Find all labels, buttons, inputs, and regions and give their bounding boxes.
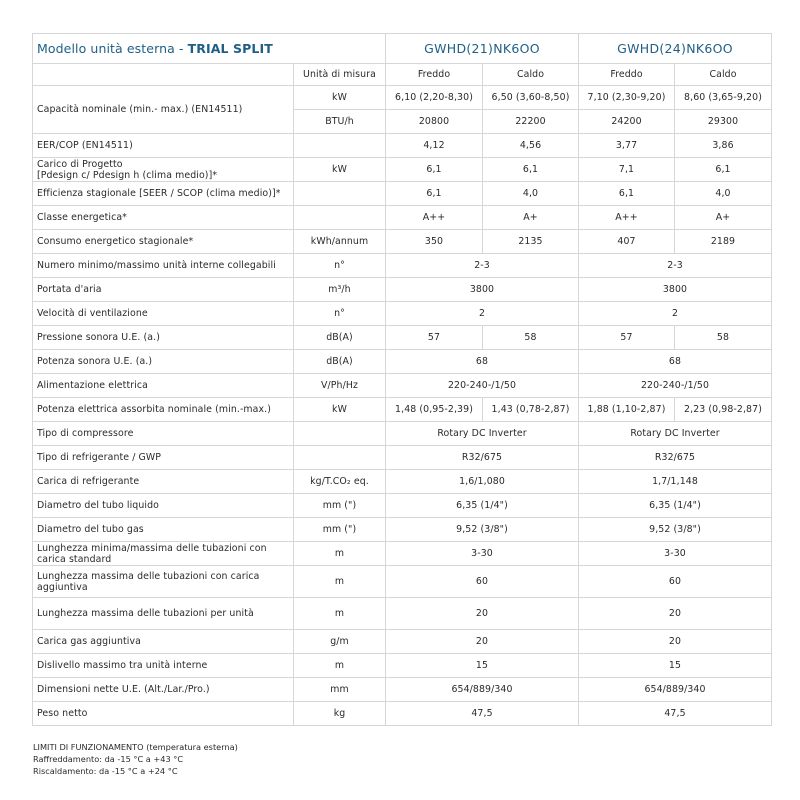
- value-cell: 20800: [386, 110, 483, 134]
- table-row: [33, 630, 772, 654]
- row-label: Dimensioni nette U.E. (Alt./Lar./Pro.): [33, 678, 294, 702]
- row-label: Numero minimo/massimo unità interne collegabili: [33, 254, 294, 278]
- value-cell: 1,43 (0,78-2,87): [483, 398, 579, 422]
- unit-cell: kg/T.CO₂ eq.: [294, 470, 386, 494]
- value-cell: 15: [579, 654, 772, 678]
- value-cell: 8,60 (3,65-9,20): [675, 86, 772, 110]
- table-row: [33, 470, 772, 494]
- unit-cell: [294, 422, 386, 446]
- row-label: Tipo di compressore: [33, 422, 294, 446]
- unit-cell: kW: [294, 86, 386, 110]
- value-cell: 6,1: [386, 182, 483, 206]
- unit-cell: [294, 182, 386, 206]
- value-cell: Rotary DC Inverter: [579, 422, 772, 446]
- value-cell: 654/889/340: [386, 678, 579, 702]
- unit-cell: kWh/annum: [294, 230, 386, 254]
- value-cell: 3800: [579, 278, 772, 302]
- value-cell: A+: [675, 206, 772, 230]
- table-row: [33, 158, 772, 182]
- value-cell: 1,7/1,148: [579, 470, 772, 494]
- mode-header-freddo: Freddo: [386, 64, 483, 86]
- table-title-prefix: Modello unità esterna -: [37, 41, 188, 56]
- value-cell: Rotary DC Inverter: [386, 422, 579, 446]
- notes-cooling: Raffreddamento: da -15 °C a +43 °C: [33, 754, 184, 764]
- spec-table-body: [33, 34, 772, 726]
- value-cell: 20: [579, 630, 772, 654]
- value-cell: R32/675: [579, 446, 772, 470]
- subheader-row: [33, 64, 772, 86]
- unit-cell: dB(A): [294, 326, 386, 350]
- mode-header-caldo: Caldo: [483, 64, 579, 86]
- value-cell: 220-240-/1/50: [386, 374, 579, 398]
- value-cell: 6,1: [386, 158, 483, 182]
- value-cell: 3,77: [579, 134, 675, 158]
- model-2-header: GWHD(24)NK6OO: [579, 34, 772, 64]
- value-cell: A++: [386, 206, 483, 230]
- table-row: [33, 230, 772, 254]
- value-cell: 29300: [675, 110, 772, 134]
- row-label: Carica gas aggiuntiva: [33, 630, 294, 654]
- row-label: Diametro del tubo liquido: [33, 494, 294, 518]
- value-cell: 6,35 (1/4"): [386, 494, 579, 518]
- value-cell: 58: [675, 326, 772, 350]
- value-cell: 7,10 (2,30-9,20): [579, 86, 675, 110]
- value-cell: 350: [386, 230, 483, 254]
- unit-cell: kg: [294, 702, 386, 726]
- row-label: Efficienza stagionale [SEER / SCOP (clima medio)]*: [33, 182, 294, 206]
- table-row: [33, 678, 772, 702]
- row-label: Diametro del tubo gas: [33, 518, 294, 542]
- row-label: Dislivello massimo tra unità interne: [33, 654, 294, 678]
- value-cell: 6,50 (3,60-8,50): [483, 86, 579, 110]
- table-row: [33, 518, 772, 542]
- spec-table: [32, 33, 772, 726]
- unit-cell: m: [294, 542, 386, 566]
- table-row: [33, 254, 772, 278]
- unit-cell: mm ("): [294, 494, 386, 518]
- value-cell: R32/675: [386, 446, 579, 470]
- row-label: Carica di refrigerante: [33, 470, 294, 494]
- table-title: [33, 34, 386, 64]
- table-row: [33, 302, 772, 326]
- row-label: EER/COP (EN14511): [33, 134, 294, 158]
- value-cell: 1,88 (1,10-2,87): [579, 398, 675, 422]
- table-row: [33, 422, 772, 446]
- table-row: [33, 702, 772, 726]
- value-cell: 2135: [483, 230, 579, 254]
- model-1-header: GWHD(21)NK6OO: [386, 34, 579, 64]
- row-label: Potenza sonora U.E. (a.): [33, 350, 294, 374]
- value-cell: A++: [579, 206, 675, 230]
- value-cell: 20: [579, 598, 772, 630]
- row-label: Portata d'aria: [33, 278, 294, 302]
- unit-cell: g/m: [294, 630, 386, 654]
- value-cell: 15: [386, 654, 579, 678]
- value-cell: 6,10 (2,20-8,30): [386, 86, 483, 110]
- table-row: [33, 494, 772, 518]
- row-label: Lunghezza massima delle tubazioni per unità: [33, 598, 294, 630]
- value-cell: 7,1: [579, 158, 675, 182]
- empty-cell: [33, 64, 294, 86]
- value-cell: 68: [386, 350, 579, 374]
- row-label: Carico di Progetto [Pdesign c/ Pdesign h (clima medio)]*: [33, 158, 294, 182]
- unit-cell: [294, 134, 386, 158]
- table-row: [33, 182, 772, 206]
- value-cell: 3,86: [675, 134, 772, 158]
- value-cell: 4,0: [483, 182, 579, 206]
- table-title-series: TRIAL SPLIT: [187, 41, 273, 56]
- value-cell: 4,0: [675, 182, 772, 206]
- row-label: Classe energetica*: [33, 206, 294, 230]
- row-label: Tipo di refrigerante / GWP: [33, 446, 294, 470]
- value-cell: 654/889/340: [579, 678, 772, 702]
- value-cell: 58: [483, 326, 579, 350]
- value-cell: 57: [579, 326, 675, 350]
- value-cell: 6,1: [483, 158, 579, 182]
- row-label: Potenza elettrica assorbita nominale (min.-max.): [33, 398, 294, 422]
- unit-cell: n°: [294, 254, 386, 278]
- mode-header-caldo: Caldo: [675, 64, 772, 86]
- unit-cell: BTU/h: [294, 110, 386, 134]
- value-cell: A+: [483, 206, 579, 230]
- value-cell: 22200: [483, 110, 579, 134]
- title-row: [33, 34, 772, 64]
- table-row: [33, 654, 772, 678]
- unit-cell: dB(A): [294, 350, 386, 374]
- row-label: Alimentazione elettrica: [33, 374, 294, 398]
- value-cell: 2-3: [579, 254, 772, 278]
- unit-cell: mm: [294, 678, 386, 702]
- notes-heading: LIMITI DI FUNZIONAMENTO (temperatura esterna): [33, 742, 238, 752]
- value-cell: 4,12: [386, 134, 483, 158]
- value-cell: 60: [579, 566, 772, 598]
- value-cell: 3-30: [579, 542, 772, 566]
- unit-cell: kW: [294, 158, 386, 182]
- unit-cell: kW: [294, 398, 386, 422]
- table-row: [33, 542, 772, 566]
- table-row: [33, 278, 772, 302]
- table-row: [33, 446, 772, 470]
- row-label: Lunghezza minima/massima delle tubazioni con carica standard: [33, 542, 294, 566]
- operating-limits-notes: [33, 741, 238, 777]
- value-cell: 407: [579, 230, 675, 254]
- row-label: Peso netto: [33, 702, 294, 726]
- value-cell: 20: [386, 630, 579, 654]
- table-row: [33, 598, 772, 630]
- unit-cell: [294, 206, 386, 230]
- unit-cell: V/Ph/Hz: [294, 374, 386, 398]
- value-cell: 2: [579, 302, 772, 326]
- value-cell: 9,52 (3/8"): [579, 518, 772, 542]
- value-cell: 2189: [675, 230, 772, 254]
- row-label: Consumo energetico stagionale*: [33, 230, 294, 254]
- row-label: Capacità nominale (min.- max.) (EN14511): [33, 86, 294, 134]
- unit-cell: mm ("): [294, 518, 386, 542]
- value-cell: 6,1: [675, 158, 772, 182]
- unit-header: Unità di misura: [294, 64, 386, 86]
- table-row: [33, 326, 772, 350]
- table-row: [33, 398, 772, 422]
- unit-cell: m: [294, 566, 386, 598]
- value-cell: 68: [579, 350, 772, 374]
- unit-cell: n°: [294, 302, 386, 326]
- value-cell: 2-3: [386, 254, 579, 278]
- value-cell: 57: [386, 326, 483, 350]
- value-cell: 24200: [579, 110, 675, 134]
- value-cell: 3800: [386, 278, 579, 302]
- value-cell: 47,5: [579, 702, 772, 726]
- unit-cell: m: [294, 654, 386, 678]
- mode-header-freddo: Freddo: [579, 64, 675, 86]
- unit-cell: m: [294, 598, 386, 630]
- table-row: [33, 134, 772, 158]
- value-cell: 9,52 (3/8"): [386, 518, 579, 542]
- value-cell: 47,5: [386, 702, 579, 726]
- row-label: Velocità di ventilazione: [33, 302, 294, 326]
- value-cell: 1,48 (0,95-2,39): [386, 398, 483, 422]
- table-row: [33, 206, 772, 230]
- value-cell: 4,56: [483, 134, 579, 158]
- value-cell: 1,6/1,080: [386, 470, 579, 494]
- value-cell: 6,35 (1/4"): [579, 494, 772, 518]
- value-cell: 60: [386, 566, 579, 598]
- unit-cell: m³/h: [294, 278, 386, 302]
- value-cell: 2,23 (0,98-2,87): [675, 398, 772, 422]
- value-cell: 220-240-/1/50: [579, 374, 772, 398]
- capacity-row-kw: [33, 86, 772, 110]
- value-cell: 3-30: [386, 542, 579, 566]
- value-cell: 20: [386, 598, 579, 630]
- row-label: Pressione sonora U.E. (a.): [33, 326, 294, 350]
- table-row: [33, 566, 772, 598]
- table-row: [33, 374, 772, 398]
- table-row: [33, 350, 772, 374]
- notes-heating: Riscaldamento: da -15 °C a +24 °C: [33, 766, 178, 776]
- value-cell: 6,1: [579, 182, 675, 206]
- row-label: Lunghezza massima delle tubazioni con carica aggiuntiva: [33, 566, 294, 598]
- value-cell: 2: [386, 302, 579, 326]
- unit-cell: [294, 446, 386, 470]
